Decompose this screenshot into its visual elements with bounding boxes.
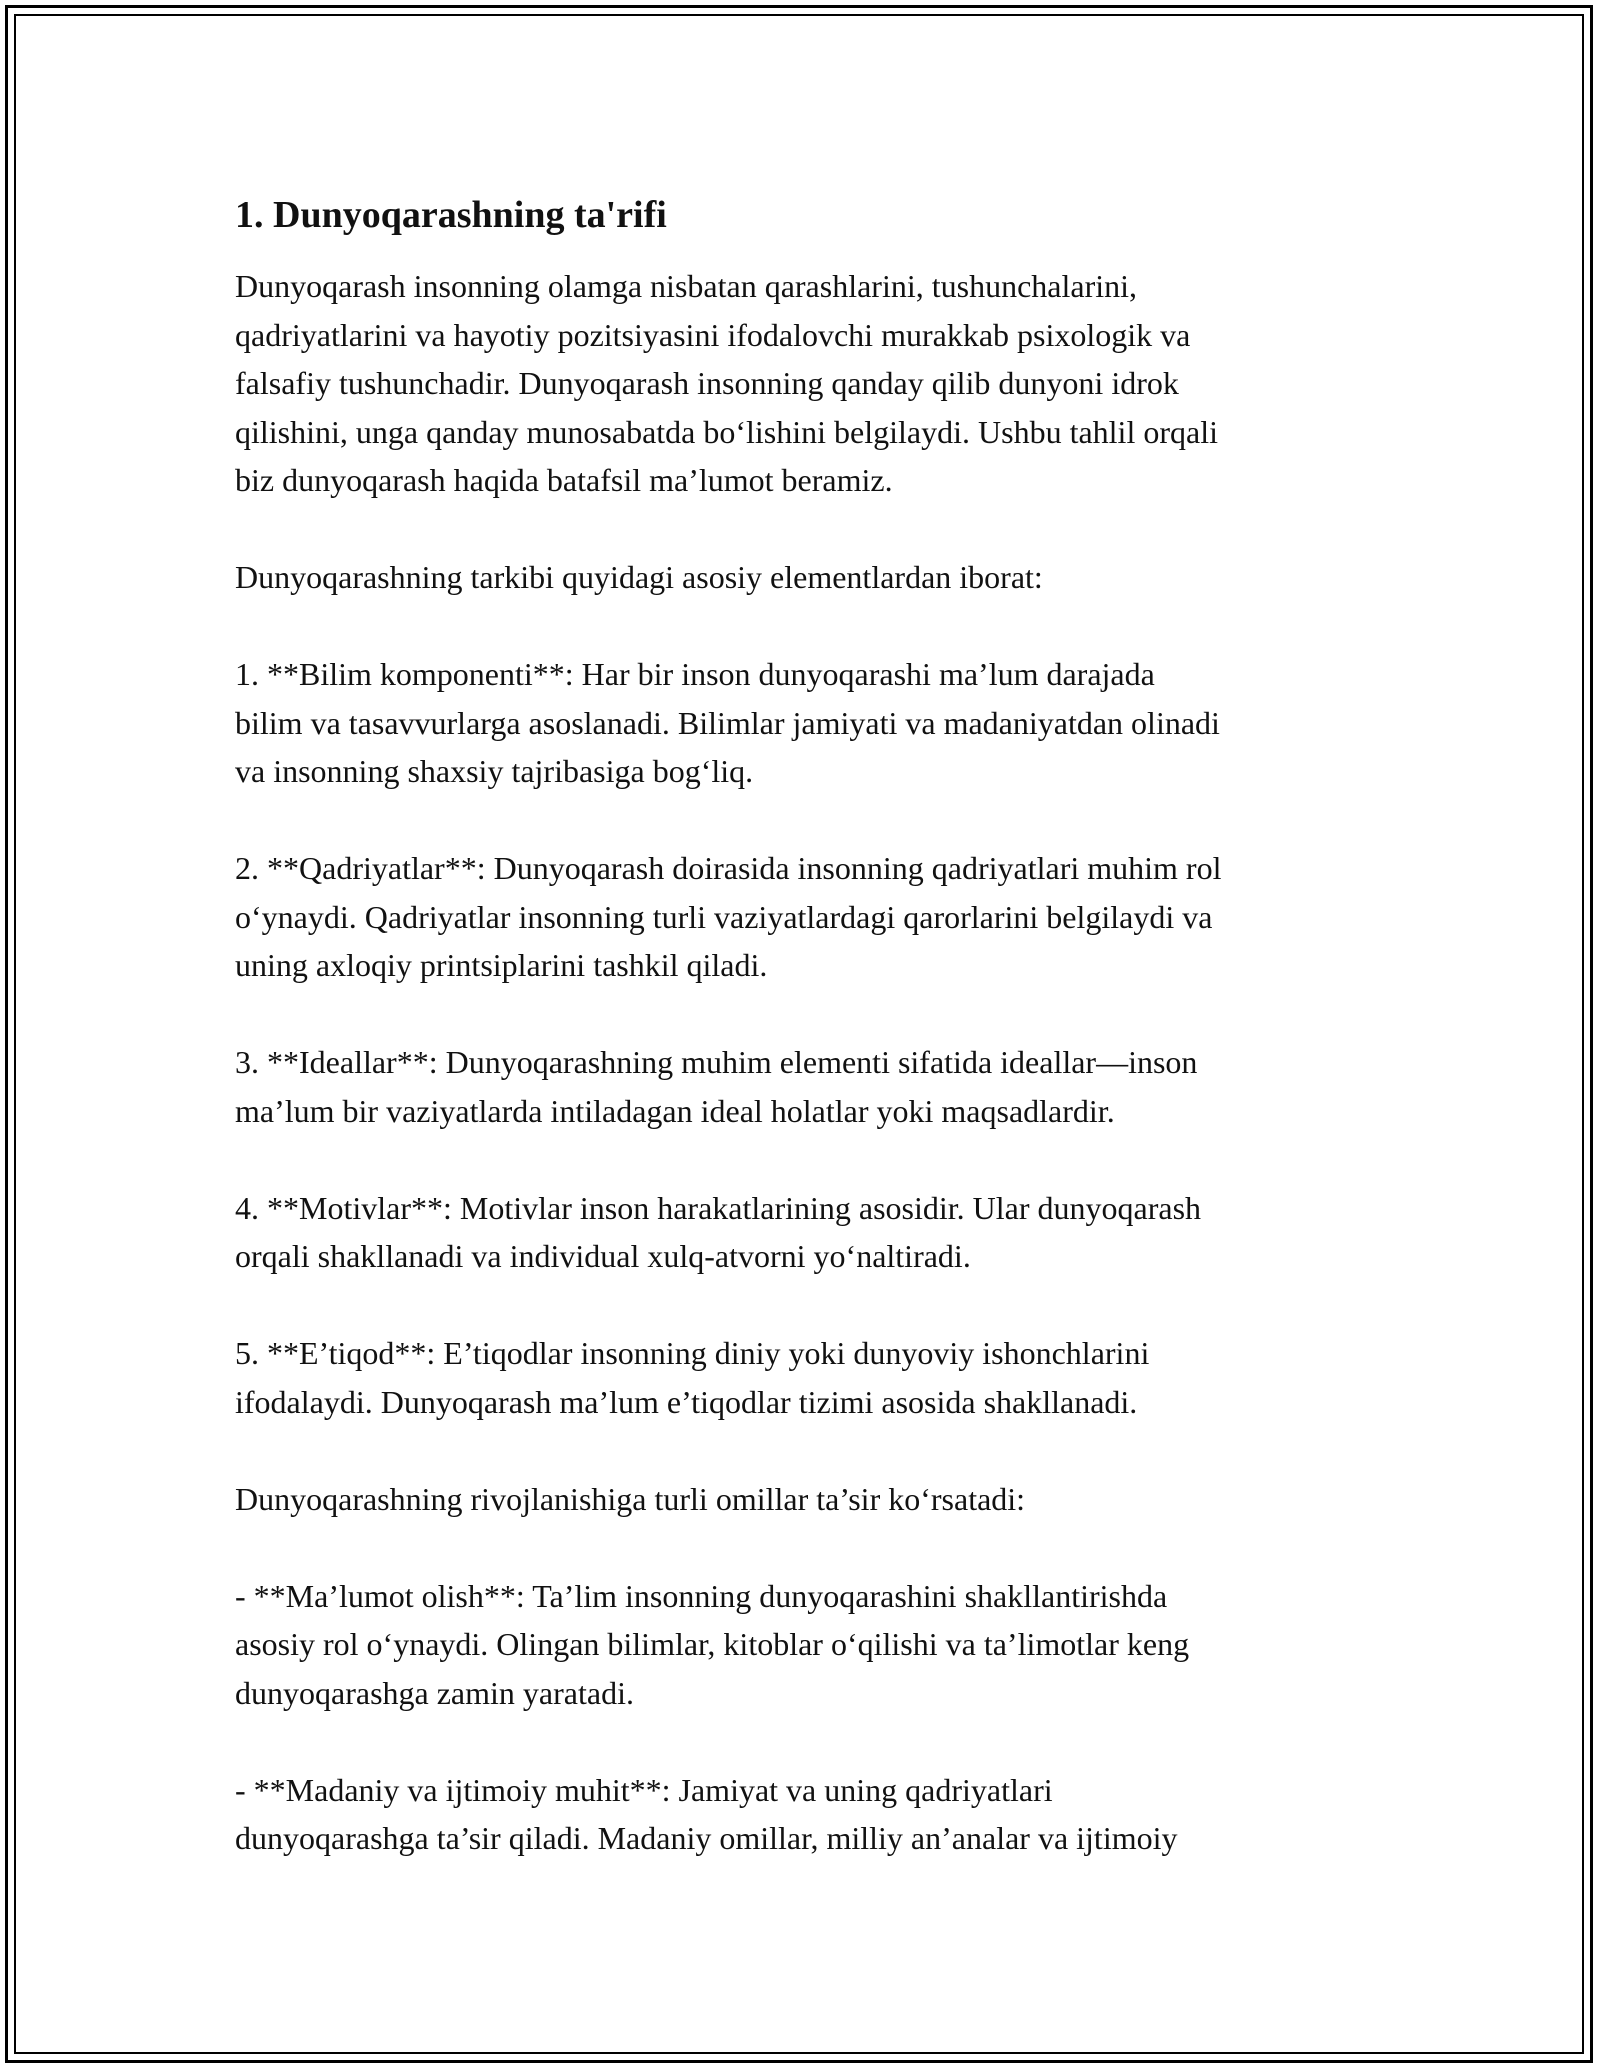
bullet-item-education: - **Ma’lumot olish**: Ta’lim insonning dunyoqarashini shakllantirishda asosiy rol o‘ynaydi. Olingan bilimlar, kitoblar o‘qilishi va ta’limotlar keng dunyoqarashga zamin yaratadi. [235,1577,1190,1711]
section-heading: 1. Dunyoqarashning ta'rifi [235,194,667,236]
paragraph-factors-intro: Dunyoqarashning rivojlanishiga turli omillar ta’sir ko‘rsatadi: [235,1480,1026,1517]
list-item-beliefs: 5. **E’tiqod**: E’tiqodlar insonning diniy yoki dunyoviy ishonchlarini ifodalaydi. Dunyoqarash ma’lum e’tiqodlar tizimi asosida shakllanadi. [235,1335,1150,1420]
document-body [235,190,1380,1911]
list-item-ideals: 3. **Ideallar**: Dunyoqarashning muhim elementi sifatida ideallar—inson ma’lum bir vaziyatlarda intiladagan ideal holatlar yoki maqsadlardir. [235,1044,1198,1129]
bullet-item-cultural-environment: - **Madaniy va ijtimoiy muhit**: Jamiyat va uning qadriyatlari dunyoqarashga ta’sir qiladi. Madaniy omillar, milliy an’analar va ijtimoiy [235,1771,1178,1856]
list-item-knowledge: 1. **Bilim komponenti**: Har bir inson dunyoqarashi ma’lum darajada bilim va tasavvurlarga asoslanadi. Bilimlar jamiyati va madaniyatdan olinadi va insonning shaxsiy tajribasiga bog‘liq. [235,656,1220,789]
paragraph-definition: Dunyoqarash insonning olamga nisbatan qarashlarini, tushunchalarini, qadriyatlarini va hayotiy pozitsiyasini ifodalovchi murakkab psixologik va falsafiy tushunchadir. Dunyoqarash insonning qanday qilib dunyoni idrok qilishini, unga qanday munosabatda bo‘lishini belgilaydi. Ushbu tahlil orqali biz dunyoqarash haqida batafsil ma’lumot beramiz. [235,268,1218,498]
paragraph-composition-intro: Dunyoqarashning tarkibi quyidagi asosiy elementlardan iborat: [235,559,1043,595]
list-item-values: 2. **Qadriyatlar**: Dunyoqarash doirasida insonning qadriyatlari muhim rol o‘ynaydi. Qadriyatlar insonning turli vaziyatlardagi qarorlarini belgilaydi va uning axloqiy printsiplarini tashkil qiladi. [235,850,1222,983]
list-item-motives: 4. **Motivlar**: Motivlar inson harakatlarining asosidir. Ular dunyoqarash orqali shakllanadi va individual xulq-atvorni yo‘naltiradi. [235,1189,1202,1274]
